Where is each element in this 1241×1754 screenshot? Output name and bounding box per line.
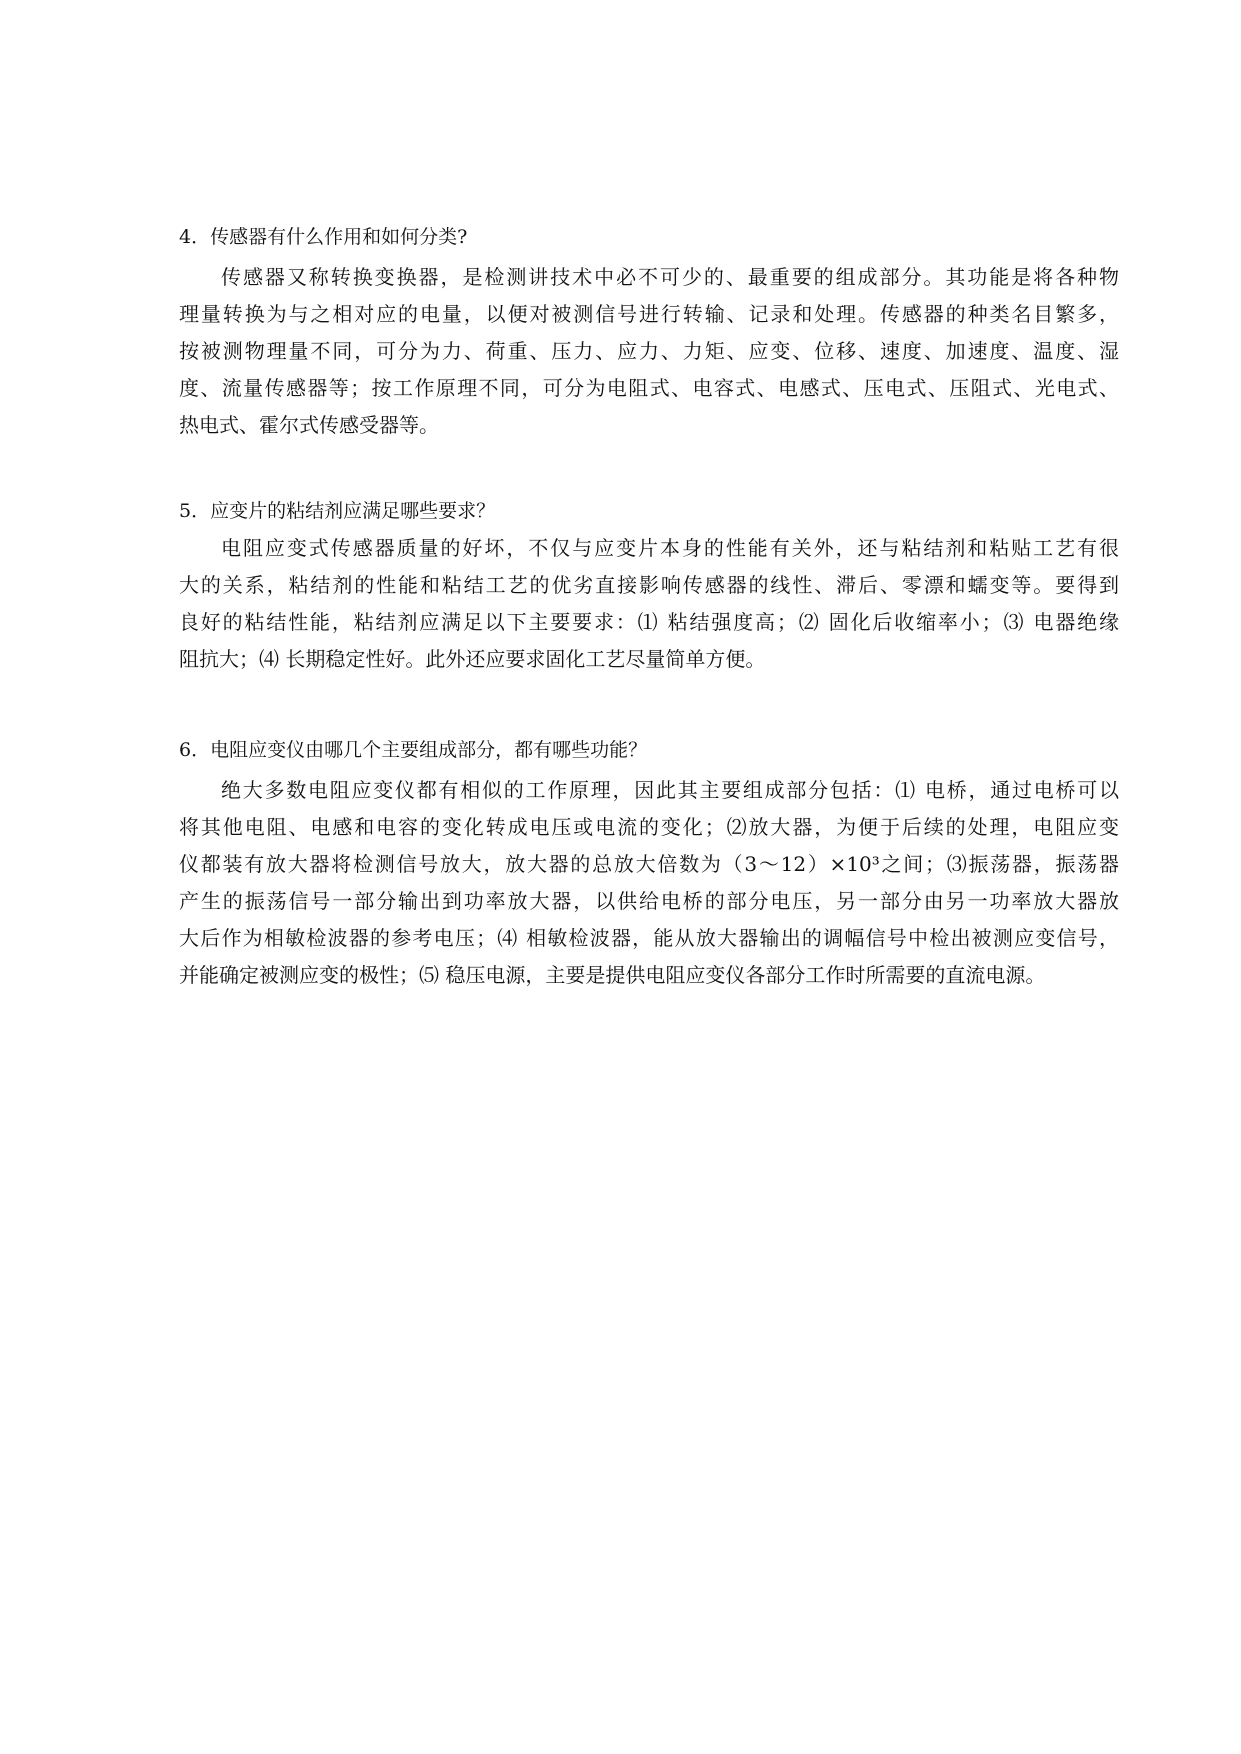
answer-line: 度、流量传感器等；按工作原理不同，可分为电阻式、电容式、电感式、压电式、压阻式、光电式、 xyxy=(179,376,1119,400)
answer-line: 热电式、霍尔式传感受器等。 xyxy=(179,413,439,437)
answer-line: 理量转换为与之相对应的电量，以便对被测信号进行转输、记录和处理。传感器的种类名目繁多， xyxy=(179,302,1119,326)
answer-line: 并能确定被测应变的极性；⑸ 稳压电源，主要是提供电阻应变仪各部分工作时所需要的直流电源。 xyxy=(179,963,1046,987)
answer-line: 仪都装有放大器将检测信号放大，放大器的总放大倍数为（3～12）×10³之间；⑶振荡器，振荡器 xyxy=(179,852,1119,876)
answer-line: 按被测物理量不同，可分为力、荷重、压力、应力、力矩、应变、位移、速度、加速度、温度、湿 xyxy=(179,339,1119,363)
answer-line: 产生的振荡信号一部分输出到功率放大器，以供给电桥的部分电压，另一部分由另一功率放大器放 xyxy=(179,889,1119,913)
answer-paragraph xyxy=(179,259,1119,444)
question-section-4 xyxy=(179,222,1119,444)
question-section-6 xyxy=(179,735,1119,994)
answer-paragraph xyxy=(179,772,1119,994)
answer-line: 大后作为相敏检波器的参考电压；⑷ 相敏检波器，能从放大器输出的调幅信号中检出被测应变信号， xyxy=(179,926,1119,950)
answer-line: 绝大多数电阻应变仪都有相似的工作原理，因此其主要组成部分包括：⑴ 电桥，通过电桥可以 xyxy=(221,778,1119,802)
answer-line: 电阻应变式传感器质量的好坏，不仅与应变片本身的性能有关外，还与粘结剂和粘贴工艺有很 xyxy=(221,536,1119,560)
question-heading: 6．电阻应变仪由哪几个主要组成部分，都有哪些功能？ xyxy=(179,739,648,761)
answer-line: 大的关系，粘结剂的性能和粘结工艺的优劣直接影响传感器的线性、滞后、零漂和蠕变等。要得到 xyxy=(179,573,1119,597)
answer-paragraph xyxy=(179,530,1119,678)
question-heading: 4．传感器有什么作用和如何分类? xyxy=(179,226,468,248)
answer-line: 良好的粘结性能，粘结剂应满足以下主要要求：⑴ 粘结强度高；⑵ 固化后收缩率小；⑶ 电器绝缘 xyxy=(179,610,1119,634)
answer-line: 将其他电阻、电感和电容的变化转成电压或电流的变化；⑵放大器，为便于后续的处理，电阻应变 xyxy=(179,815,1119,839)
question-heading: 5．应变片的粘结剂应满足哪些要求？ xyxy=(179,500,496,522)
answer-line: 阻抗大；⑷ 长期稳定性好。此外还应要求固化工艺尽量简单方便。 xyxy=(179,647,766,671)
question-section-5 xyxy=(179,496,1119,678)
answer-line: 传感器又称转换变换器，是检测讲技术中必不可少的、最重要的组成部分。其功能是将各种物 xyxy=(221,265,1119,289)
